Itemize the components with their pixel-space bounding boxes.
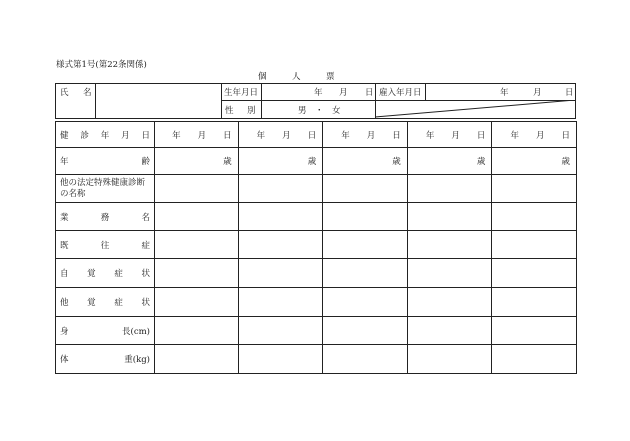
data-cell[interactable] [238, 122, 323, 148]
birth-day: 日 [365, 88, 374, 98]
diagonal-line [375, 100, 575, 118]
row-label-part: 長(cm) [122, 326, 150, 337]
data-cell[interactable] [238, 148, 323, 175]
sex-label-2: 別 [247, 106, 256, 116]
data-cell[interactable] [492, 148, 577, 175]
cell-unit: 年 [172, 130, 181, 141]
data-cell[interactable] [155, 317, 239, 345]
form-label: 様式第1号(第22条関係) [56, 60, 147, 70]
data-cell[interactable] [407, 122, 492, 148]
row-label-part: 覚 [87, 298, 96, 308]
row-label-part: 年 [60, 157, 69, 167]
data-cell[interactable] [323, 203, 408, 231]
row-label-part: 齢 [141, 157, 150, 167]
data-cell[interactable] [323, 345, 408, 374]
cell-unit: 日 [476, 130, 486, 141]
data-cell[interactable] [407, 288, 492, 317]
cell-unit: 日 [392, 130, 401, 141]
record-table [55, 121, 577, 374]
data-cell[interactable] [155, 203, 239, 231]
data-cell[interactable] [492, 317, 577, 345]
data-cell[interactable] [407, 259, 492, 288]
row-label [56, 345, 155, 374]
row-label-part: 日 [141, 130, 150, 141]
data-cell[interactable] [155, 259, 239, 288]
row-label-part: 他 [60, 298, 69, 308]
row-label-part: 体 [60, 355, 69, 365]
row-label [56, 231, 155, 259]
data-cell[interactable] [492, 259, 577, 288]
cell-unit: 日 [561, 130, 570, 141]
data-cell[interactable] [323, 288, 408, 317]
row-label-part: 健 [60, 130, 69, 141]
data-cell[interactable] [407, 317, 492, 345]
data-cell[interactable] [238, 288, 323, 317]
data-cell[interactable] [238, 345, 323, 374]
row-label-part: 名 [141, 212, 150, 223]
data-cell[interactable] [407, 148, 492, 175]
row-label [56, 259, 155, 288]
data-cell[interactable] [323, 231, 408, 259]
cell-unit: 年 [510, 130, 519, 141]
cell-unit: 歳 [561, 157, 570, 167]
sex-label-1: 性 [225, 106, 234, 116]
data-cell[interactable] [407, 203, 492, 231]
data-cell[interactable] [238, 317, 323, 345]
birth-label: 生年月日 [224, 88, 259, 98]
data-cell[interactable] [323, 175, 408, 203]
data-cell[interactable] [407, 345, 492, 374]
row-label [56, 317, 155, 345]
row-label-part: 状 [141, 298, 150, 308]
form-title: 個 人 票 [258, 72, 335, 82]
table-row [56, 345, 577, 374]
row-label-part: 症 [114, 298, 123, 308]
row-label-part: 往 [100, 240, 110, 251]
table-row [56, 175, 577, 203]
data-cell[interactable] [492, 288, 577, 317]
table-row [56, 259, 577, 288]
data-cell[interactable] [492, 345, 577, 374]
data-cell[interactable] [238, 175, 323, 203]
cell-unit: 歳 [307, 157, 317, 167]
row-label [56, 148, 155, 175]
row-label [56, 288, 155, 317]
row-label-part: 年 [100, 130, 110, 141]
birth-month: 月 [339, 88, 348, 98]
cell-unit: 年 [341, 130, 350, 141]
row-label [56, 203, 155, 231]
cell-unit: 月 [366, 130, 376, 141]
name-label-1: 氏 [60, 88, 69, 98]
data-cell[interactable] [323, 317, 408, 345]
data-cell[interactable] [238, 203, 323, 231]
data-cell[interactable] [323, 148, 408, 175]
row-label-part: 症 [141, 240, 150, 251]
data-cell[interactable] [238, 231, 323, 259]
table-row [56, 288, 577, 317]
data-cell[interactable] [238, 259, 323, 288]
row-label-part: 状 [141, 269, 150, 279]
cell-unit: 月 [282, 130, 291, 141]
data-cell[interactable] [155, 148, 239, 175]
sex-value: 男 ・ 女 [298, 106, 341, 116]
data-cell[interactable] [155, 175, 239, 203]
row-label-part: 業 [60, 212, 69, 223]
data-cell[interactable] [323, 259, 408, 288]
table-row [56, 203, 577, 231]
name-label-2: 名 [83, 88, 92, 98]
row-label-part: 務 [100, 212, 110, 223]
hire-year: 年 [500, 88, 509, 98]
data-cell[interactable] [323, 122, 408, 148]
row-label-part: 既 [60, 240, 69, 251]
data-cell[interactable] [492, 203, 577, 231]
cell-unit: 歳 [392, 157, 401, 167]
data-cell[interactable] [492, 175, 577, 203]
cell-unit: 年 [256, 130, 266, 141]
hire-label: 雇入年月日 [379, 88, 422, 98]
row-label-part: 診 [80, 130, 89, 141]
data-cell[interactable] [492, 122, 577, 148]
cell-unit: 月 [197, 130, 207, 141]
row-label-part: 身 [60, 326, 69, 337]
table-row [56, 317, 577, 345]
cell-unit: 日 [307, 130, 317, 141]
row-label-part: 覚 [87, 269, 96, 279]
cell-unit: 月 [451, 130, 460, 141]
data-cell[interactable] [155, 122, 239, 148]
row-label-part: 他の法定特殊健康診断の名称 [60, 177, 146, 199]
data-cell[interactable] [155, 288, 239, 317]
data-cell[interactable] [492, 231, 577, 259]
birth-year: 年 [314, 88, 323, 98]
row-label [56, 122, 155, 148]
row-label-part: 症 [114, 269, 123, 279]
row-label-part: 自 [60, 269, 69, 279]
table-row [56, 148, 577, 175]
data-cell[interactable] [155, 231, 239, 259]
row-label-part: 重(kg) [124, 355, 150, 365]
data-cell[interactable] [407, 175, 492, 203]
cell-unit: 歳 [476, 157, 486, 167]
hire-month: 月 [533, 88, 542, 98]
cell-unit: 年 [425, 130, 435, 141]
hire-day: 日 [565, 88, 574, 98]
row-label [56, 175, 155, 203]
data-cell[interactable] [407, 231, 492, 259]
cell-unit: 月 [535, 130, 545, 141]
cell-unit: 歳 [223, 157, 232, 167]
data-cell[interactable] [155, 345, 239, 374]
table-row [56, 231, 577, 259]
table-row [56, 122, 577, 148]
cell-unit: 日 [223, 130, 232, 141]
row-label-part: 月 [121, 130, 130, 141]
header-block [55, 83, 576, 119]
